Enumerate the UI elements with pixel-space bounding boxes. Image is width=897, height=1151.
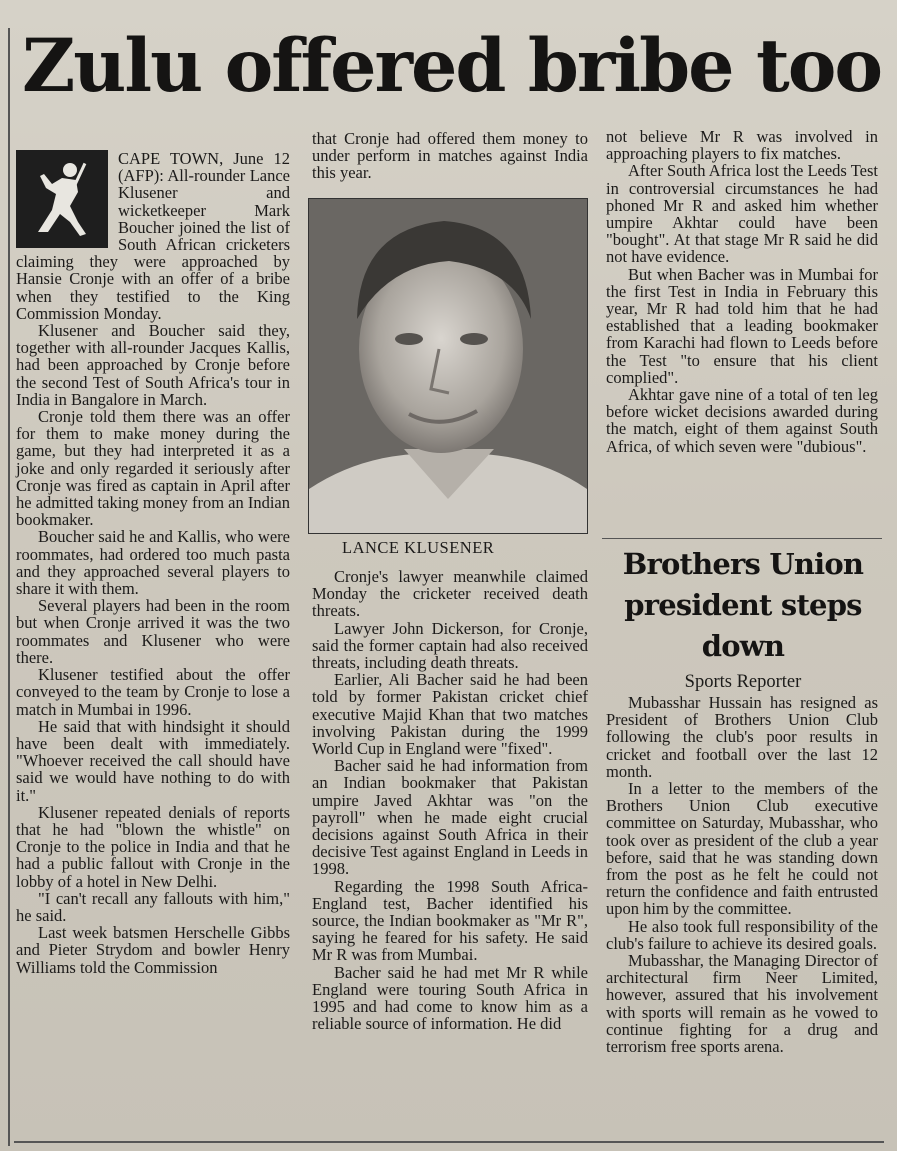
paragraph: Klusener and Boucher said they, together with all-rounder Jacques Kallis, had been approached by Cronje before the second Test of South Africa's tour in India in Bangalore in March. bbox=[16, 321, 290, 409]
article-column-3 bbox=[606, 128, 878, 455]
paragraph: Klusener repeated denials of reports that he had "blown the whistle" on Cronje to the police in India and that he had a public fallout with Cronje in the lobby of a hotel in New Delhi. bbox=[16, 802, 290, 891]
article-2-body bbox=[606, 694, 878, 1055]
byline: Sports Reporter bbox=[684, 672, 802, 692]
paragraph: Earlier, Ali Bacher said he had been told by former Pakistan cricket chief executive Majid Khan that two matches involving Pakistan during the 1999 World Cup in England were "fixed". bbox=[312, 670, 588, 759]
paragraph: that Cronje had offered them money to under perform in matches against India this year. bbox=[312, 129, 588, 183]
cricket-player-icon bbox=[16, 150, 108, 248]
secondary-headline: Brothers Union president steps down bbox=[622, 547, 864, 663]
paragraph: CAPE TOWN, June 12 (AFP): All-rounder Lance Klusener and wicketkeeper Mark Boucher joined the list of South African cricketers claiming they were approached by Hansie Cronje with an offer of a bribe when they testified to the King Commission Monday. bbox=[16, 149, 290, 323]
paragraph: Last week batsmen Herschelle Gibbs and Pieter Strydom and bowler Henry Williams told the Commission bbox=[16, 923, 290, 977]
paragraph: He said that with hindsight it should have been dealt with immediately. "Whoever received the call should have said we would have nothing to do with it." bbox=[16, 716, 290, 805]
paragraph: Several players had been in the room but when Cronje arrived it was the two roommates and Klusener who were there. bbox=[16, 596, 290, 667]
paragraph: Cronje's lawyer meanwhile claimed Monday the cricketer received death threats. bbox=[312, 567, 588, 621]
player-photo bbox=[308, 198, 588, 534]
article-column-2-top bbox=[312, 130, 588, 182]
paragraph: Mubasshar, the Managing Director of architectural firm Neer Limited, however, assured that his involvement with sports will remain as he vowed to continue fighting for a drug and terrorism free sports arena. bbox=[606, 951, 878, 1057]
paragraph: But when Bacher was in Mumbai for the first Test in India in February this year, Mr R had told him that he had established that a leading bookmaker from Karachi had flown to Leeds before the Test "to ensure that his client complied". bbox=[606, 264, 878, 387]
paragraph: Akhtar gave nine of a total of ten leg before wicket decisions awarded during the match, eight of them against South Africa, of which seven were "dubious". bbox=[606, 385, 878, 456]
paragraph: not believe Mr R was involved in approaching players to fix matches. bbox=[606, 127, 878, 164]
paragraph: Cronje told them there was an offer for them to make money during the game, but they had interpreted it as a joke and only regarded it seriously after Cronje was fired as captain in April after he admitted taking money from an Indian bookmaker. bbox=[16, 407, 291, 530]
paragraph: Bacher said he had met Mr R while England were touring South Africa in 1995 and had come to know him as a reliable source of information. He did bbox=[312, 962, 588, 1034]
paragraph: Klusener testified about the offer conveyed to the team by Cronje to lose a match in Mumbai in 1996. bbox=[16, 665, 290, 719]
paragraph: After South Africa lost the Leeds Test in controversial circumstances he had phoned Mr R and asked him whether umpire Akhtar could have been "bought". At that stage Mr R said he did not have evidence. bbox=[606, 161, 878, 267]
paragraph: In a letter to the members of the Brothers Union Club executive committee on Saturday, Mubasshar, who took over as president of the club a year before, said that he was standing down from the post as he felt he could not return the confidence and faith entrusted upon him by the committee. bbox=[606, 779, 878, 919]
paragraph: Lawyer John Dickerson, for Cronje, said the former captain had also received threats, including death threats. bbox=[312, 618, 588, 673]
paragraph: He also took full responsibility of the club's failure to achieve its desired goals. bbox=[606, 916, 878, 953]
article-column-1 bbox=[16, 150, 290, 976]
article-column-2-bottom bbox=[312, 568, 588, 1032]
main-headline: Zulu offered bribe too bbox=[22, 23, 882, 109]
paragraph: Mubasshar Hussain has resigned as President of Brothers Union Club following the club's poor results in cricket and football over the last 12 month. bbox=[606, 693, 878, 781]
paragraph: Regarding the 1998 South Africa-England test, Bacher identified his source, the Indian bookmaker as "Mr R", saying he feared for his safety. He said Mr R was from Mumbai. bbox=[312, 876, 588, 965]
bottom-border-rule bbox=[14, 1141, 884, 1143]
section-divider bbox=[602, 538, 882, 539]
paragraph: "I can't recall any fallouts with him," he said. bbox=[16, 888, 290, 925]
left-border-rule bbox=[8, 28, 10, 1146]
photo-caption: LANCE KLUSENER bbox=[342, 538, 495, 557]
paragraph: Bacher said he had information from an Indian bookmaker that Pakistan umpire Javed Akhtar was "on the payroll" when he made eight crucial decisions against South Africa in their decisive Test against England in Leeds in 1998. bbox=[312, 756, 588, 879]
paragraph: Boucher said he and Kallis, who were roommates, had ordered too much pasta and they approached several players to share it with them. bbox=[16, 527, 290, 599]
